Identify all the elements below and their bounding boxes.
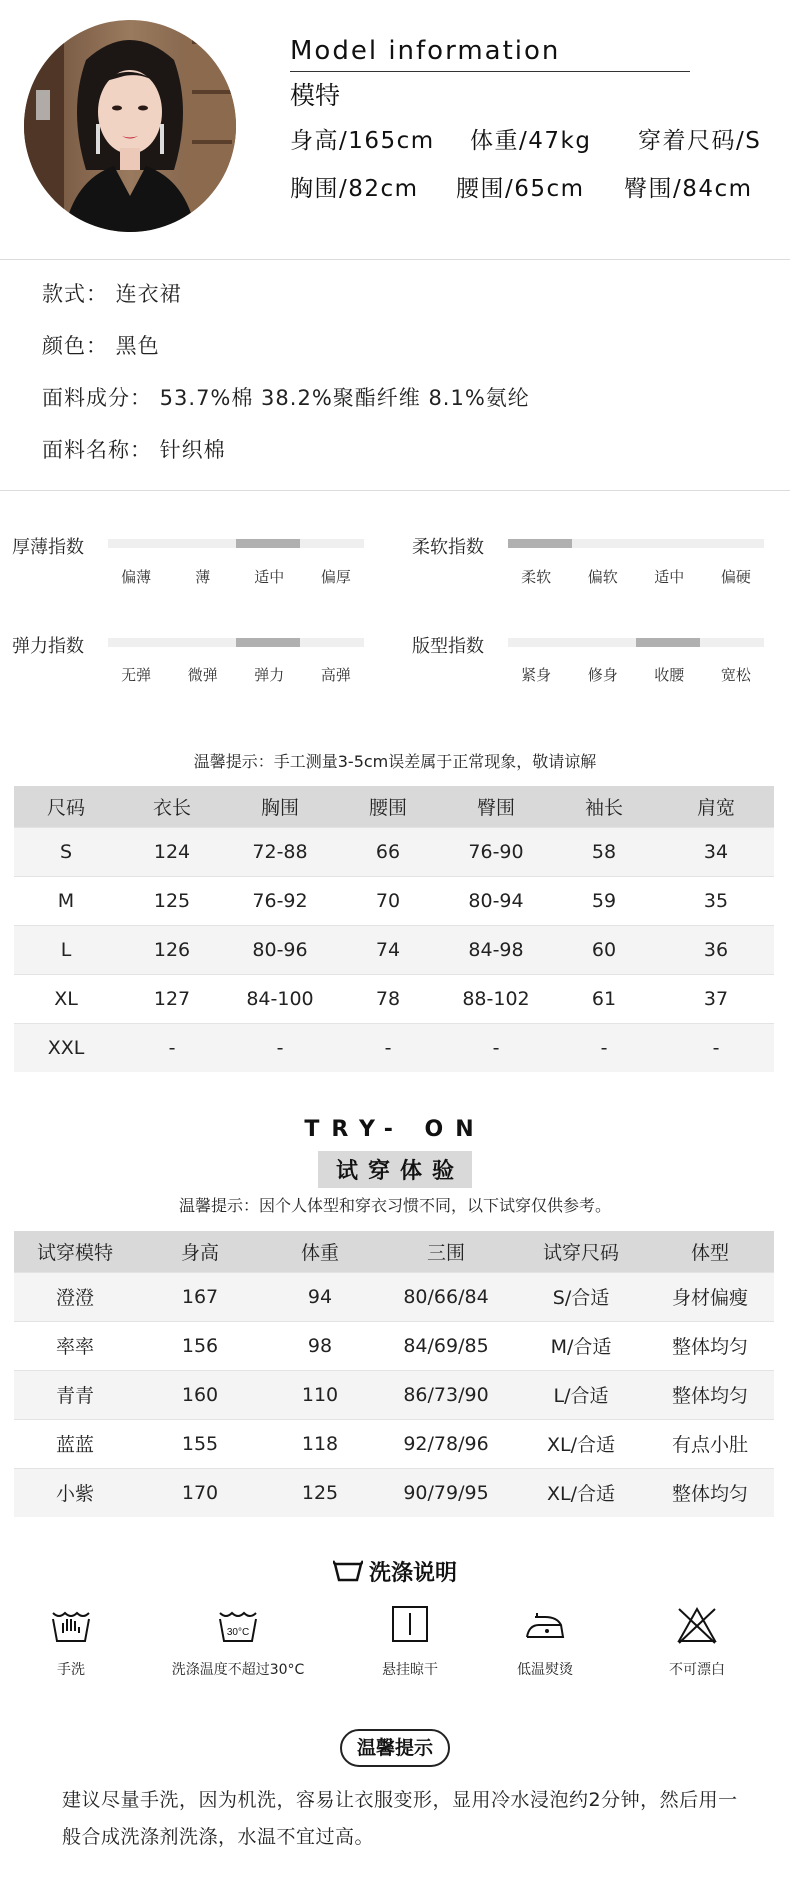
table-cell: 94 — [264, 1272, 376, 1321]
table-cell: XL/合适 — [516, 1419, 646, 1468]
table-cell: 80-96 — [226, 925, 334, 974]
table-header-cell: 腰围 — [334, 786, 442, 827]
table-cell: XL — [14, 974, 118, 1023]
table-cell: 61 — [550, 974, 658, 1023]
tryon-title-en: TRY- ON — [304, 1117, 486, 1142]
wash-item-label: 低温熨烫 — [517, 1662, 573, 1678]
wash-item-temp — [148, 1605, 328, 1679]
index-option: 紧身 — [521, 666, 552, 684]
table-cell: 84/69/85 — [376, 1321, 516, 1370]
table-cell: 156 — [136, 1321, 264, 1370]
title-underline — [290, 71, 690, 72]
table-cell: 蓝蓝 — [14, 1419, 136, 1468]
table-cell: 126 — [118, 925, 226, 974]
table-cell: - — [442, 1023, 550, 1072]
index-title: 弹力指数 — [12, 636, 84, 657]
wash-title — [0, 1556, 790, 1588]
basin-icon — [333, 1560, 363, 1588]
table-row — [14, 1321, 774, 1370]
table-cell: 127 — [118, 974, 226, 1023]
table-cell: 76-92 — [226, 876, 334, 925]
tips-title: 温馨提示 — [340, 1729, 450, 1767]
table-cell: 身材偏瘦 — [646, 1272, 774, 1321]
model-height: 身高/165cm — [290, 128, 435, 154]
index-track — [508, 539, 764, 548]
table-cell: - — [550, 1023, 658, 1072]
wash-30c-icon — [216, 1605, 260, 1645]
table-cell: XXL — [14, 1023, 118, 1072]
table-row — [14, 1023, 774, 1072]
table-cell: 160 — [136, 1370, 264, 1419]
index-option: 偏软 — [587, 568, 618, 586]
index-option: 薄 — [195, 568, 211, 586]
index-title: 版型指数 — [412, 636, 484, 657]
table-cell: 36 — [658, 925, 774, 974]
table-cell: 155 — [136, 1419, 264, 1468]
table-cell: 72-88 — [226, 827, 334, 876]
model-size: 穿着尺码/S — [638, 128, 762, 154]
model-photo — [24, 20, 236, 232]
index-option: 微弹 — [187, 666, 218, 684]
svg-text:30°C: 30°C — [226, 1627, 250, 1638]
table-cell: 125 — [118, 876, 226, 925]
table-cell: 80/66/84 — [376, 1272, 516, 1321]
table-header-cell: 体型 — [646, 1231, 774, 1272]
wash-item-label: 洗涤温度不超过30°C — [171, 1662, 305, 1678]
table-cell: 澄澄 — [14, 1272, 136, 1321]
table-cell: 88-102 — [442, 974, 550, 1023]
table-header-cell: 三围 — [376, 1231, 516, 1272]
model-bust: 胸围/82cm — [290, 176, 419, 202]
table-header-cell: 尺码 — [14, 786, 118, 827]
spec-color: 颜色： 黑色 — [42, 334, 160, 358]
hand-wash-icon — [49, 1605, 93, 1645]
table-cell: 60 — [550, 925, 658, 974]
table-header-cell: 体重 — [264, 1231, 376, 1272]
size-note: 温馨提示：手工测量3-5cm误差属于正常现象，敬请谅解 — [193, 752, 597, 771]
table-cell: M/合适 — [516, 1321, 646, 1370]
table-cell: 74 — [334, 925, 442, 974]
size-table — [14, 786, 774, 1072]
table-cell: 78 — [334, 974, 442, 1023]
table-row — [14, 1468, 774, 1517]
wash-item-label: 不可漂白 — [669, 1662, 725, 1678]
table-row — [14, 876, 774, 925]
table-header-cell: 袖长 — [550, 786, 658, 827]
table-cell: 青青 — [14, 1370, 136, 1419]
model-hip: 臀围/84cm — [624, 176, 753, 202]
table-cell: 34 — [658, 827, 774, 876]
index-option: 弹力 — [254, 666, 285, 684]
table-row — [14, 1419, 774, 1468]
index-option: 宽松 — [720, 666, 751, 684]
tryon-table-header — [14, 1231, 774, 1272]
spec-fabric-name: 面料名称： 针织棉 — [42, 438, 226, 462]
table-cell: - — [226, 1023, 334, 1072]
table-header-cell: 胸围 — [226, 786, 334, 827]
model-info-subtitle: 模特 — [290, 81, 341, 110]
table-cell: 167 — [136, 1272, 264, 1321]
table-cell: 整体均匀 — [646, 1321, 774, 1370]
table-cell: - — [334, 1023, 442, 1072]
tryon-title-cn: 试穿体验 — [318, 1151, 472, 1188]
wash-item-hand — [0, 1605, 161, 1679]
size-table-header — [14, 786, 774, 827]
table-cell: 110 — [264, 1370, 376, 1419]
table-cell: S/合适 — [516, 1272, 646, 1321]
tips-text: 建议尽量手洗，因为机洗，容易让衣服变形，显用冷水浸泡约2分钟，然后用一般合成洗涤剂洗涤，水温不宜过高。 — [62, 1789, 738, 1848]
index-selected-segment — [236, 539, 300, 548]
index-option: 适中 — [254, 568, 285, 586]
table-cell: 84-98 — [442, 925, 550, 974]
table-header-cell: 试穿模特 — [14, 1231, 136, 1272]
table-header-cell: 身高 — [136, 1231, 264, 1272]
table-row — [14, 827, 774, 876]
table-cell: 118 — [264, 1419, 376, 1468]
table-row — [14, 974, 774, 1023]
spec-fabric: 面料成分： 53.7%棉 38.2%聚酯纤维 8.1%氨纶 — [42, 386, 530, 410]
no-bleach-icon — [675, 1605, 719, 1645]
table-cell: 有点小肚 — [646, 1419, 774, 1468]
table-cell: 98 — [264, 1321, 376, 1370]
table-row — [14, 1370, 774, 1419]
index-option: 偏薄 — [121, 568, 152, 586]
table-cell: 66 — [334, 827, 442, 876]
table-cell: XL/合适 — [516, 1468, 646, 1517]
index-track — [108, 638, 364, 647]
spec-style: 款式： 连衣裙 — [42, 282, 182, 306]
tryon-table — [14, 1231, 774, 1517]
wash-item-bleach — [607, 1605, 787, 1679]
tryon-title-cn-wrap — [0, 1151, 790, 1188]
index-selected-segment — [508, 539, 572, 548]
table-header-cell: 衣长 — [118, 786, 226, 827]
index-option: 收腰 — [654, 666, 685, 684]
table-cell: 170 — [136, 1468, 264, 1517]
table-cell: 59 — [550, 876, 658, 925]
index-title: 柔软指数 — [412, 537, 484, 558]
table-header-cell: 臀围 — [442, 786, 550, 827]
table-header-cell: 试穿尺码 — [516, 1231, 646, 1272]
table-cell: 率率 — [14, 1321, 136, 1370]
index-option: 高弹 — [320, 666, 351, 684]
table-cell: 86/73/90 — [376, 1370, 516, 1419]
table-cell: - — [118, 1023, 226, 1072]
index-option: 无弹 — [121, 666, 152, 684]
table-cell: 76-90 — [442, 827, 550, 876]
index-option: 适中 — [654, 568, 685, 586]
table-cell: S — [14, 827, 118, 876]
table-cell: M — [14, 876, 118, 925]
table-cell: 125 — [264, 1468, 376, 1517]
table-cell: 70 — [334, 876, 442, 925]
table-row — [14, 1272, 774, 1321]
hang-dry-icon — [388, 1605, 432, 1645]
model-info-title: Model information — [290, 36, 561, 66]
index-option: 柔软 — [521, 568, 552, 586]
index-option: 偏厚 — [320, 568, 351, 586]
table-cell: - — [658, 1023, 774, 1072]
section-divider — [0, 259, 790, 260]
table-cell: 35 — [658, 876, 774, 925]
table-cell: L/合适 — [516, 1370, 646, 1419]
index-track — [108, 539, 364, 548]
index-option: 偏硬 — [720, 568, 751, 586]
section-divider — [0, 490, 790, 491]
index-selected-segment — [636, 638, 700, 647]
index-title: 厚薄指数 — [12, 537, 84, 558]
low-iron-icon — [523, 1605, 567, 1645]
table-cell: 84-100 — [226, 974, 334, 1023]
table-cell: L — [14, 925, 118, 974]
table-cell: 37 — [658, 974, 774, 1023]
table-cell: 80-94 — [442, 876, 550, 925]
index-option: 修身 — [587, 666, 618, 684]
model-waist: 腰围/65cm — [456, 176, 585, 202]
model-info-section — [0, 0, 790, 262]
table-cell: 整体均匀 — [646, 1370, 774, 1419]
table-cell: 58 — [550, 827, 658, 876]
wash-item-label: 手洗 — [57, 1662, 85, 1678]
index-selected-segment — [236, 638, 300, 647]
table-row — [14, 925, 774, 974]
wash-item-label: 悬挂晾干 — [382, 1662, 438, 1678]
tryon-note: 温馨提示：因个人体型和穿衣习惯不同，以下试穿仅供参考。 — [178, 1196, 611, 1215]
wash-title-text: 洗涤说明 — [368, 1561, 457, 1586]
model-weight: 体重/47kg — [470, 128, 592, 154]
table-cell: 小紫 — [14, 1468, 136, 1517]
table-header-cell: 肩宽 — [658, 786, 774, 827]
table-cell: 92/78/96 — [376, 1419, 516, 1468]
table-cell: 整体均匀 — [646, 1468, 774, 1517]
index-track — [508, 638, 764, 647]
table-cell: 124 — [118, 827, 226, 876]
table-cell: 90/79/95 — [376, 1468, 516, 1517]
